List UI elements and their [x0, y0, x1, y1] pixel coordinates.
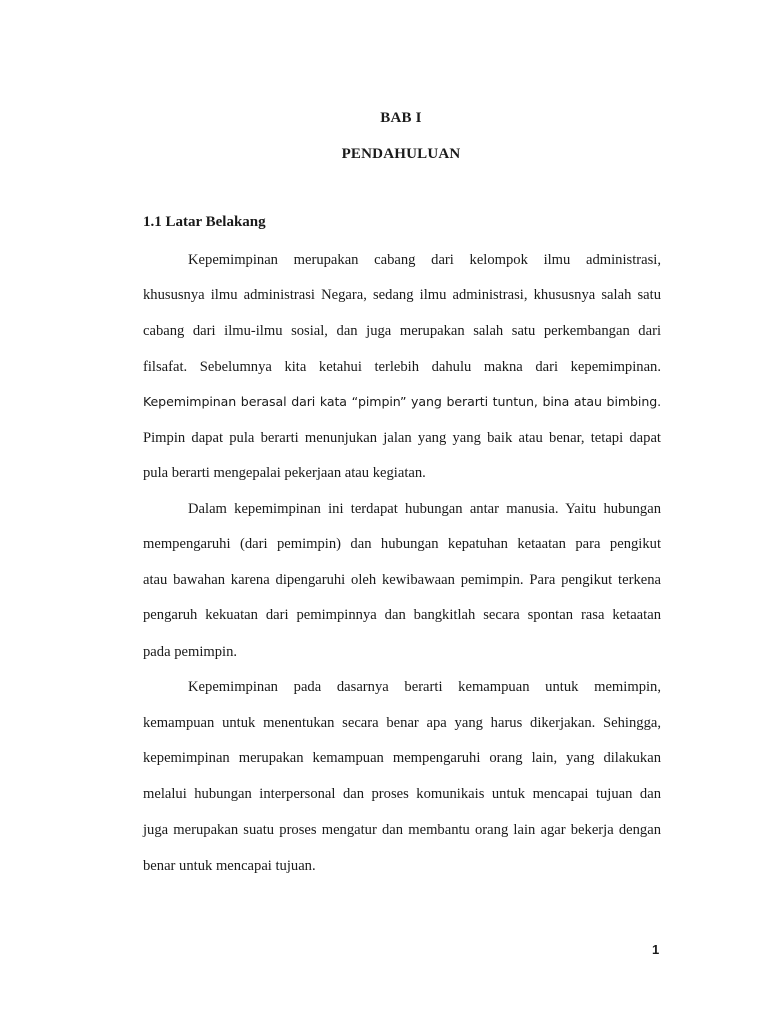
text-line: Kepemimpinan merupakan cabang dari kelompok ilmu administrasi, — [188, 252, 661, 268]
chapter-label: BAB I — [380, 110, 422, 126]
text-line: Kepemimpinan pada dasarnya berarti kemampuan untuk memimpin, — [188, 679, 661, 695]
text-line: kemampuan untuk menentukan secara benar apa yang harus dikerjakan. Sehingga, — [143, 715, 661, 731]
text-line: Kepemimpinan berasal dari kata “pimpin” yang berarti tuntun, bina atau bimbing. — [143, 394, 661, 409]
text-line: kepemimpinan merupakan kemampuan mempengaruhi orang lain, yang dilakukan — [143, 750, 661, 766]
text-line: pula berarti mengepalai pekerjaan atau kegiatan. — [143, 465, 426, 481]
text-line: pada pemimpin. — [143, 644, 238, 660]
text-line: pengaruh kekuatan dari pemimpinnya dan bangkitlah secara spontan rasa ketaatan — [143, 607, 661, 623]
text-line: juga merupakan suatu proses mengatur dan membantu orang lain agar bekerja dengan — [143, 822, 661, 838]
text-line: benar untuk mencapai tujuan. — [143, 858, 316, 874]
text-line: Pimpin dapat pula berarti menunjukan jalan yang yang baik atau benar, tetapi dapat — [143, 430, 661, 446]
text-line: cabang dari ilmu-ilmu sosial, dan juga merupakan salah satu perkembangan dari — [143, 323, 661, 339]
section-title: 1.1 Latar Belakang — [143, 214, 266, 230]
text-line: mempengaruhi (dari pemimpin) dan hubungan kepatuhan ketaatan para pengikut — [143, 536, 661, 552]
text-line: Dalam kepemimpinan ini terdapat hubungan antar manusia. Yaitu hubungan — [188, 501, 661, 517]
text-line: melalui hubungan interpersonal dan proses komunikais untuk mencapai tujuan dan — [143, 786, 661, 802]
text-line: atau bawahan karena dipengaruhi oleh kewibawaan pemimpin. Para pengikut terkena — [143, 572, 661, 588]
chapter-title: PENDAHULUAN — [341, 146, 461, 162]
text-line: filsafat. Sebelumnya kita ketahui terlebih dahulu makna dari kepemimpinan. — [143, 359, 661, 375]
page-number: 1 — [652, 942, 660, 957]
text-line: khususnya ilmu administrasi Negara, sedang ilmu administrasi, khususnya salah satu — [143, 287, 661, 303]
